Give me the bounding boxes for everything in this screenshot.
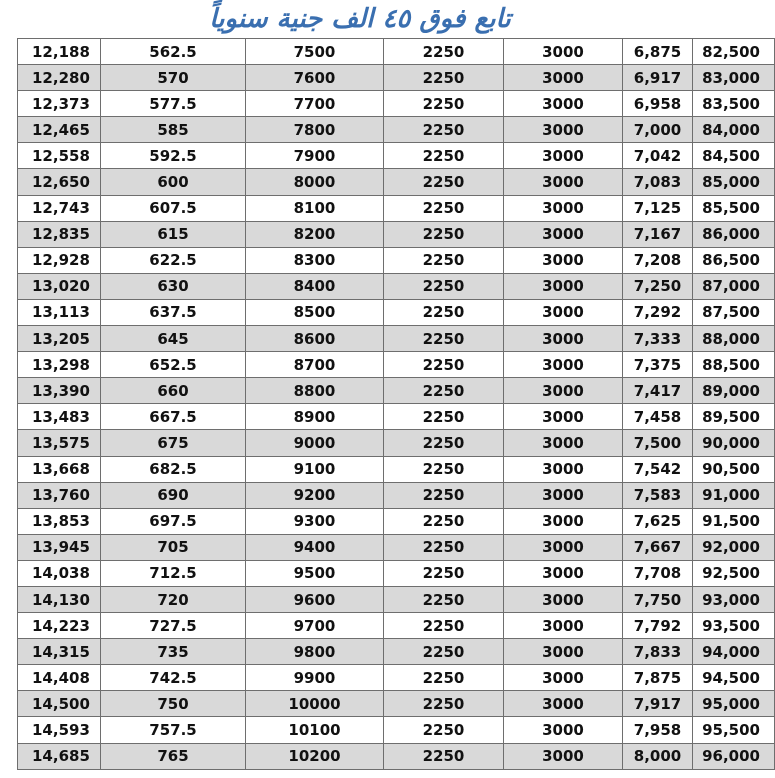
table-cell: 13,298 [18,352,101,378]
table-cell: 3000 [504,691,623,717]
table-cell: 12,465 [18,117,101,143]
table-cell: 3000 [504,65,623,91]
table-cell: 9700 [246,613,384,639]
table-cell: 9600 [246,586,384,612]
table-cell: 3000 [504,534,623,560]
table-cell: 3000 [504,169,623,195]
table-cell: 7,500 [623,430,693,456]
table-cell: 7,375 [623,352,693,378]
table-cell: 7,167 [623,221,693,247]
table-row [18,534,775,560]
table-cell: 2250 [384,143,504,169]
table-cell: 3000 [504,143,623,169]
table-cell: 8000 [246,169,384,195]
table-cell: 2250 [384,613,504,639]
table-cell: 8300 [246,247,384,273]
table-cell: 7,625 [623,508,693,534]
table-cell: 720 [101,586,246,612]
table-cell: 13,853 [18,508,101,534]
table-cell: 8400 [246,273,384,299]
table-cell: 14,130 [18,586,101,612]
table-cell: 3000 [504,299,623,325]
table-cell: 6,917 [623,65,693,91]
table-cell: 600 [101,169,246,195]
table-cell: 2250 [384,91,504,117]
table-cell: 607.5 [101,195,246,221]
table-cell: 690 [101,482,246,508]
table-cell: 2250 [384,195,504,221]
table-cell: 7,708 [623,560,693,586]
table-cell: 3000 [504,378,623,404]
table-cell: 86,500 [693,247,775,273]
table-cell: 3000 [504,586,623,612]
table-cell: 3000 [504,273,623,299]
table-row [18,404,775,430]
table-cell: 9200 [246,482,384,508]
table-cell: 91,500 [693,508,775,534]
table-cell: 630 [101,273,246,299]
table-cell: 83,500 [693,91,775,117]
table-cell: 13,668 [18,456,101,482]
table-cell: 3000 [504,247,623,273]
table-cell: 88,500 [693,352,775,378]
table-cell: 92,500 [693,560,775,586]
table-cell: 7,833 [623,639,693,665]
table-cell: 94,500 [693,665,775,691]
table-cell: 89,000 [693,378,775,404]
table-cell: 3000 [504,326,623,352]
table-cell: 93,000 [693,586,775,612]
table-cell: 2250 [384,743,504,769]
table-cell: 712.5 [101,560,246,586]
table-cell: 3000 [504,560,623,586]
table-cell: 8,000 [623,743,693,769]
table-cell: 12,835 [18,221,101,247]
table-cell: 7,042 [623,143,693,169]
table-cell: 8500 [246,299,384,325]
table-cell: 13,390 [18,378,101,404]
table-cell: 750 [101,691,246,717]
table-cell: 92,000 [693,534,775,560]
table-cell: 592.5 [101,143,246,169]
table-cell: 12,373 [18,91,101,117]
table-cell: 585 [101,117,246,143]
table-cell: 2250 [384,39,504,65]
table-cell: 7,542 [623,456,693,482]
table-cell: 570 [101,65,246,91]
table-row [18,65,775,91]
table-cell: 83,000 [693,65,775,91]
table-cell: 8900 [246,404,384,430]
table-cell: 727.5 [101,613,246,639]
table-cell: 7700 [246,91,384,117]
table-cell: 7600 [246,65,384,91]
table-cell: 7,750 [623,586,693,612]
table-cell: 2250 [384,117,504,143]
table-row [18,639,775,665]
table-cell: 735 [101,639,246,665]
table-cell: 8200 [246,221,384,247]
table-cell: 90,000 [693,430,775,456]
table-row [18,39,775,65]
table-row [18,717,775,743]
table-cell: 2250 [384,430,504,456]
table-cell: 93,500 [693,613,775,639]
table-cell: 3000 [504,117,623,143]
table-cell: 2250 [384,639,504,665]
salary-table [17,38,775,770]
table-row [18,352,775,378]
table-row [18,195,775,221]
table-cell: 14,685 [18,743,101,769]
table-cell: 94,000 [693,639,775,665]
table-cell: 7,250 [623,273,693,299]
table-cell: 2250 [384,508,504,534]
table-cell: 765 [101,743,246,769]
table-cell: 7,125 [623,195,693,221]
table-cell: 757.5 [101,717,246,743]
table-cell: 2250 [384,665,504,691]
table-row [18,743,775,769]
table-cell: 622.5 [101,247,246,273]
table-cell: 8600 [246,326,384,352]
table-cell: 3000 [504,482,623,508]
table-row [18,299,775,325]
table-cell: 9300 [246,508,384,534]
table-cell: 95,500 [693,717,775,743]
table-cell: 13,575 [18,430,101,456]
table-cell: 10000 [246,691,384,717]
table-cell: 96,000 [693,743,775,769]
table-cell: 3000 [504,508,623,534]
table-cell: 3000 [504,195,623,221]
table-row [18,665,775,691]
table-cell: 2250 [384,691,504,717]
table-cell: 675 [101,430,246,456]
table-cell: 6,875 [623,39,693,65]
table-cell: 12,928 [18,247,101,273]
table-row [18,221,775,247]
table-cell: 3000 [504,91,623,117]
table-cell: 12,558 [18,143,101,169]
table-cell: 652.5 [101,352,246,378]
table-row [18,482,775,508]
table-cell: 697.5 [101,508,246,534]
table-cell: 2250 [384,456,504,482]
table-cell: 7,000 [623,117,693,143]
table-cell: 3000 [504,352,623,378]
table-cell: 7,792 [623,613,693,639]
table-cell: 7500 [246,39,384,65]
table-cell: 10200 [246,743,384,769]
table-cell: 10100 [246,717,384,743]
table-cell: 2250 [384,299,504,325]
table-cell: 3000 [504,39,623,65]
table-cell: 9400 [246,534,384,560]
table-cell: 3000 [504,221,623,247]
table-cell: 85,000 [693,169,775,195]
table-cell: 13,760 [18,482,101,508]
table-cell: 3000 [504,665,623,691]
table-cell: 13,113 [18,299,101,325]
table-cell: 8700 [246,352,384,378]
table-cell: 87,000 [693,273,775,299]
table-cell: 3000 [504,639,623,665]
table-row [18,91,775,117]
table-cell: 3000 [504,717,623,743]
table-cell: 7800 [246,117,384,143]
table-row [18,326,775,352]
table-cell: 2250 [384,65,504,91]
table-cell: 2250 [384,560,504,586]
table-row [18,613,775,639]
table-row [18,456,775,482]
table-cell: 7,333 [623,326,693,352]
table-cell: 14,038 [18,560,101,586]
table-cell: 9500 [246,560,384,586]
table-cell: 2250 [384,352,504,378]
table-cell: 7,208 [623,247,693,273]
table-cell: 615 [101,221,246,247]
table-cell: 2250 [384,221,504,247]
table-cell: 660 [101,378,246,404]
page-title: تابع فوق ٤٥ الف جنية سنوياً [209,4,511,34]
table-cell: 7,417 [623,378,693,404]
table-cell: 7,458 [623,404,693,430]
table-cell: 95,000 [693,691,775,717]
table-row [18,273,775,299]
table-cell: 637.5 [101,299,246,325]
table-row [18,169,775,195]
table-cell: 13,483 [18,404,101,430]
table-cell: 9800 [246,639,384,665]
table-cell: 13,205 [18,326,101,352]
table-cell: 7,958 [623,717,693,743]
table-cell: 2250 [384,326,504,352]
table-cell: 12,650 [18,169,101,195]
table-cell: 2250 [384,169,504,195]
table-cell: 6,958 [623,91,693,117]
table-cell: 3000 [504,456,623,482]
table-cell: 12,188 [18,39,101,65]
table-cell: 89,500 [693,404,775,430]
table-cell: 3000 [504,404,623,430]
table-cell: 2250 [384,378,504,404]
table-cell: 3000 [504,613,623,639]
table-cell: 2250 [384,717,504,743]
table-cell: 2250 [384,247,504,273]
table-row [18,378,775,404]
table-cell: 12,743 [18,195,101,221]
table-cell: 14,593 [18,717,101,743]
table-cell: 9000 [246,430,384,456]
table-cell: 84,000 [693,117,775,143]
table-cell: 577.5 [101,91,246,117]
table-cell: 7,083 [623,169,693,195]
table-row [18,430,775,456]
table-cell: 8800 [246,378,384,404]
table-cell: 3000 [504,743,623,769]
table-cell: 682.5 [101,456,246,482]
table-cell: 90,500 [693,456,775,482]
table-cell: 7,917 [623,691,693,717]
table-cell: 91,000 [693,482,775,508]
table-cell: 85,500 [693,195,775,221]
table-cell: 3000 [504,430,623,456]
table-cell: 8100 [246,195,384,221]
table-cell: 7,583 [623,482,693,508]
table-body [18,39,775,770]
table-cell: 86,000 [693,221,775,247]
table-cell: 2250 [384,404,504,430]
table-row [18,691,775,717]
table-cell: 88,000 [693,326,775,352]
table-row [18,143,775,169]
table-row [18,586,775,612]
table-cell: 2250 [384,534,504,560]
table-cell: 13,020 [18,273,101,299]
table-cell: 562.5 [101,39,246,65]
table-cell: 14,500 [18,691,101,717]
table-cell: 82,500 [693,39,775,65]
table-row [18,560,775,586]
table-cell: 2250 [384,273,504,299]
table-cell: 13,945 [18,534,101,560]
table-cell: 645 [101,326,246,352]
table-cell: 7,875 [623,665,693,691]
table-cell: 9900 [246,665,384,691]
table-row [18,508,775,534]
table-cell: 2250 [384,586,504,612]
table-cell: 705 [101,534,246,560]
table-row [18,117,775,143]
table-cell: 87,500 [693,299,775,325]
table-cell: 7,292 [623,299,693,325]
table-row [18,247,775,273]
table-cell: 14,408 [18,665,101,691]
table-cell: 7,667 [623,534,693,560]
table-cell: 742.5 [101,665,246,691]
table-cell: 667.5 [101,404,246,430]
table-cell: 9100 [246,456,384,482]
table-cell: 84,500 [693,143,775,169]
table-cell: 2250 [384,482,504,508]
table-cell: 12,280 [18,65,101,91]
table-cell: 14,315 [18,639,101,665]
table-cell: 7900 [246,143,384,169]
table-cell: 14,223 [18,613,101,639]
